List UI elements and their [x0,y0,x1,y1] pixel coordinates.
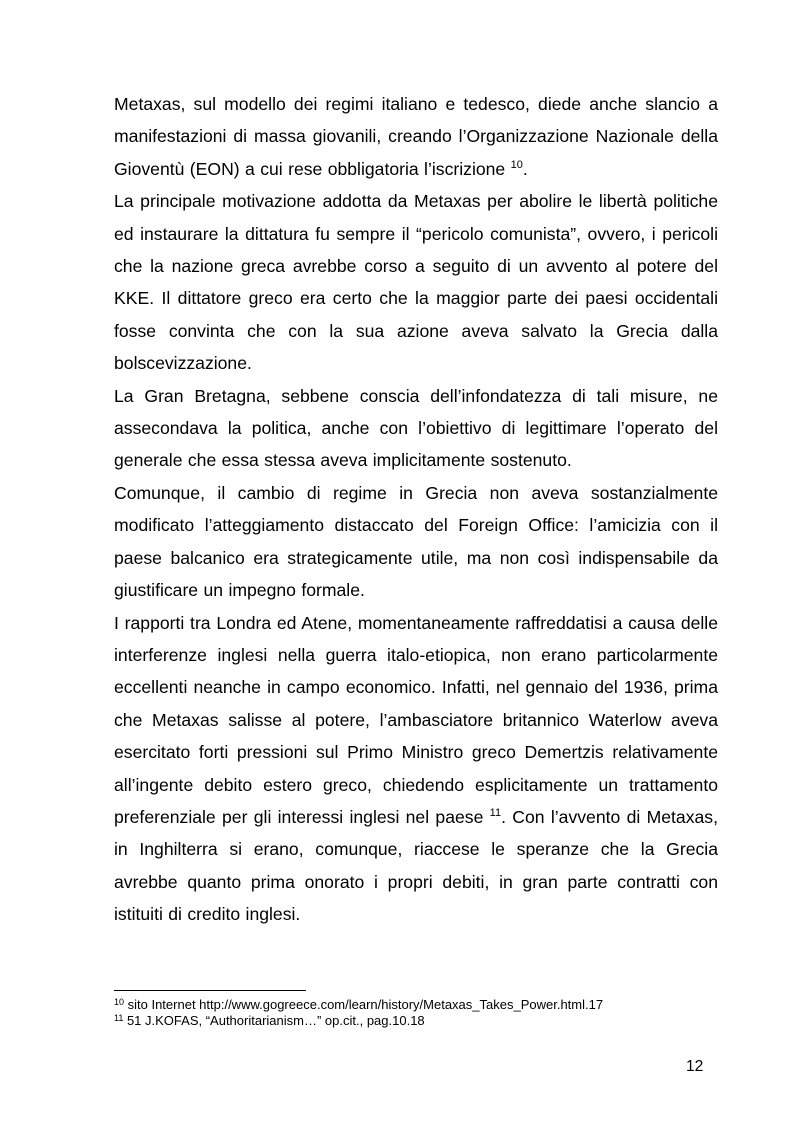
body-text [114,88,718,931]
paragraph-text: La Gran Bretagna, sebbene conscia dell’infondatezza di tali misure, ne assecondava la politica, anche con l’obiettivo di legittimare l’operato del generale che essa stessa aveva implicitamente sostenuto. [114,385,718,471]
footnote-text: sito Internet http://www.gogreece.com/learn/history/Metaxas_Takes_Power.html.17 [124,997,604,1012]
footnote-separator [114,990,306,991]
footnote-reference-11: 11 [489,806,502,819]
footnote-number: 10 [114,997,125,1007]
paragraph-text: Metaxas, sul modello dei regimi italiano e tedesco, diede anche slancio a manifestazioni di massa giovanili, creando l’Organizzazione Nazionale della Gioventù (EON) a cui rese obbligatoria l’iscrizione [114,94,718,179]
footnote-reference-10: 10 [510,158,523,171]
paragraph-1 [114,88,718,185]
paragraph-text: . Con l’avvento di Metaxas, in Inghilterra si erano, comunque, riaccese le speranze che la Grecia avrebbe quanto prima onorato i propri debiti, in gran parte contratti con istituiti di credito inglesi. [114,806,718,925]
paragraph-4 [114,477,718,607]
page-number: 12 [686,1058,704,1075]
paragraph-text: . [522,158,528,179]
paragraph-5 [114,607,718,931]
paragraph-text: La principale motivazione addotta da Metaxas per abolire le libertà politiche ed instaurare la dittatura fu sempre il “pericolo comunista”, ovvero, i pericoli che la nazione greca avrebbe corso a seguito di un avvento al potere del KKE. Il dittatore greco era certo che la maggior parte dei paesi occidentali fosse convinta che con la sua azione aveva salvato la Grecia dalla bolscevizzazione. [114,191,718,374]
footnote-number: 11 [114,1013,124,1023]
paragraph-3 [114,380,718,477]
paragraph-2 [114,185,718,379]
footnote-11 [114,1013,734,1029]
paragraph-text: I rapporti tra Londra ed Atene, momentaneamente raffreddatisi a causa delle interferenze inglesi nella guerra italo-etiopica, non erano particolarmente eccellenti neanche in campo economico. Infatti, nel gennaio del 1936, prima che Metaxas salisse al potere, l’ambasciatore britannico Waterlow aveva esercitato forti pressioni sul Primo Ministro greco Demertzis relativamente all’ingente debito estero greco, chiedendo esplicitamente un trattamento preferenziale per gli interessi inglesi nel paese [114,612,718,827]
footnote-10 [114,997,734,1013]
footnote-text: 51 J.KOFAS, “Authoritarianism…” op.cit., pag.10.18 [123,1013,425,1028]
paragraph-text: Comunque, il cambio di regime in Grecia non aveva sostanzialmente modificato l’atteggiamento distaccato del Foreign Office: l’amicizia con il paese balcanico era strategicamente utile, ma non così indispensabile da giustificare un impegno formale. [114,482,718,601]
footnotes [114,997,734,1029]
